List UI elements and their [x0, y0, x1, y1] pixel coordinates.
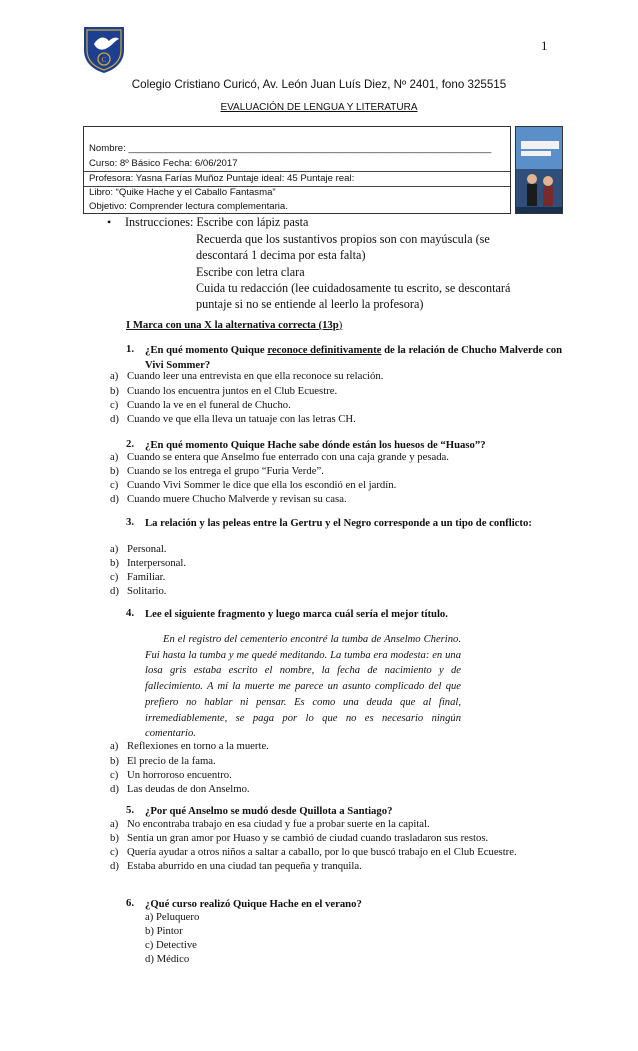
answer-option[interactable]: c) Detective — [145, 939, 197, 951]
question-number: 3. — [126, 516, 135, 528]
question-text: ¿Por qué Anselmo se mudó desde Quillota a Santiago? — [145, 805, 393, 817]
question-number: 6. — [126, 897, 135, 909]
instructions-label: Instrucciones: Escribe con lápiz pasta — [125, 215, 309, 229]
question-text: Lee el siguiente fragmento y luego marca cuál sería el mejor título. — [145, 608, 448, 620]
school-logo — [80, 24, 128, 74]
instruction-line: puntaje si no se entiende al leerlo la profesora) — [196, 297, 424, 311]
nombre-field: Nombre: ____________________________________________________________________ — [89, 143, 492, 154]
question-text: La relación y las peleas entre la Gertru y el Negro corresponde a un tipo de conflicto: — [145, 517, 532, 529]
objetivo: Objetivo: Comprender lectura complementaria. — [89, 201, 288, 212]
question-text: ¿En qué momento Quique reconoce definitivamente de la relación de Chucho Malverde con Vivi Sommer? — [145, 344, 563, 371]
underlined-phrase: reconoce definitivamente — [267, 344, 382, 356]
question-number: 4. — [126, 607, 135, 619]
dove-shield-icon — [80, 24, 128, 74]
literary-fragment: En el registro del cementerio encontré la tumba de Anselmo Cherino. Fui hasta la tumba y me quedé meditando. La tumba era modesta: en una losa gris estaba escrito el nombre, la fecha de nacimiento y de fallecimiento. A mí la muerte me parece un asunto complicado del que prefiero no hablar ni pensar. Es como una deuda que al final, irremediablemente, se paga por lo que no es necesario ningún comentario. — [145, 634, 461, 740]
question-number: 2. — [126, 438, 135, 450]
evaluation-title: EVALUACIÓN DE LENGUA Y LITERATURA — [220, 102, 418, 113]
profesora-puntaje: Profesora: Yasna Farías Muñoz Puntaje ideal: 45 Puntaje real: — [89, 173, 355, 184]
bullet: • — [107, 215, 112, 229]
student-info-box — [83, 126, 511, 214]
instruction-line: Recuerda que los sustantivos propios son con mayúscula (se — [196, 232, 490, 246]
question-number: 1. — [126, 343, 135, 355]
curso-fecha: Curso: 8º Básico Fecha: 6/06/2017 — [89, 158, 238, 169]
school-info: Colegio Cristiano Curicó, Av. León Juan Luís Diez, Nº 2401, fono 325515 — [131, 78, 507, 91]
book-cover-icon — [516, 127, 563, 214]
section-title-tail: ) — [338, 319, 343, 331]
question-text: ¿Qué curso realizó Quique Hache en el verano? — [145, 898, 362, 910]
svg-text:C: C — [101, 56, 107, 64]
section-title-text: I Marca con una X la alternativa correcta (13p — [126, 319, 339, 331]
divider — [84, 171, 510, 172]
instruction-line: Cuida tu redacción (lee cuidadosamente tu escrito, se descontará — [196, 281, 511, 295]
question-number: 5. — [126, 804, 135, 816]
section-title — [126, 319, 342, 331]
instruction-line: Escribe con letra clara — [196, 265, 305, 279]
answer-option[interactable]: b) Pintor — [145, 925, 183, 937]
question-text: ¿En qué momento Quique Hache sabe dónde están los huesos de “Huaso”? — [145, 439, 486, 451]
page-number: 1 — [541, 38, 548, 53]
book-cover-image — [515, 126, 563, 214]
answer-option[interactable]: d) Médico — [145, 953, 190, 965]
instruction-line: descontará 1 decima por esta falta) — [196, 248, 366, 262]
libro: Libro: “Quike Hache y el Caballo Fantasma” — [89, 187, 276, 198]
answer-option[interactable]: a) Peluquero — [145, 911, 200, 923]
